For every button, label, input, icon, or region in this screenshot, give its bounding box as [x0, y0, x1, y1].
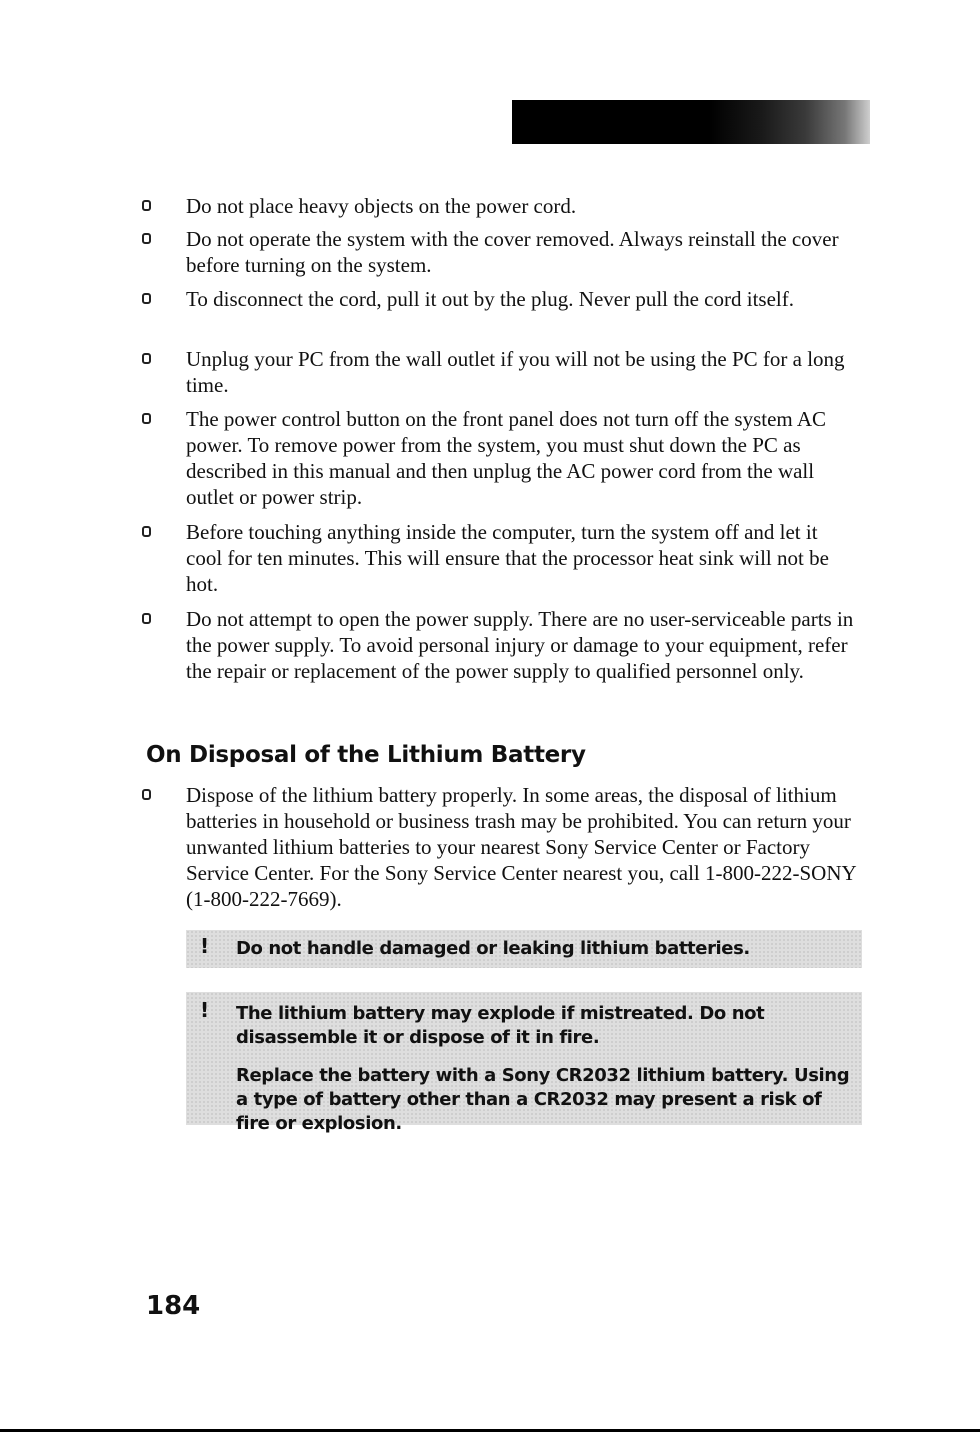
list-item: [186, 519, 856, 597]
warning-text: The lithium battery may explode if mistreated. Do not disassemble it or dispose of it in fire.: [236, 1003, 765, 1048]
list-item-text: Before touching anything inside the computer, turn the system off and let it cool for ten minutes. This will ensure that the processor heat sink will not be hot.: [186, 520, 829, 596]
warning-text: Do not handle damaged or leaking lithium batteries.: [236, 938, 750, 959]
checkbox-bullet-icon: [142, 613, 151, 624]
warning-box-battery-explosion: [186, 992, 862, 1134]
list-item-text: Do not place heavy objects on the power cord.: [186, 194, 577, 218]
page-number: 184: [146, 1291, 201, 1321]
list-item-text: Dispose of the lithium battery properly. In some areas, the disposal of lithium batteries in household or business trash may be prohibited. You can return your unwanted lithium batteries to your nearest Sony Service Center or Factory Service Center. For the Sony Service Center nearest you, call 1-800-222-SONY (1-800-222-7669).: [186, 783, 856, 911]
checkbox-bullet-icon: [142, 200, 151, 211]
warning-box-damaged-batteries: [186, 930, 862, 968]
checkbox-bullet-icon: [142, 526, 151, 537]
list-item: [186, 286, 856, 312]
list-item-text: Unplug your PC from the wall outlet if you will not be using the PC for a long time.: [186, 347, 845, 397]
section-heading: On Disposal of the Lithium Battery: [146, 742, 586, 768]
header-tab-bar: [512, 100, 870, 144]
list-item-text: Do not operate the system with the cover removed. Always reinstall the cover before turning on the system.: [186, 227, 839, 277]
warning-text: Replace the battery with a Sony CR2032 lithium battery. Using a type of battery other than a CR2032 may present a risk of fire or explosion.: [236, 1065, 850, 1134]
warning-exclamation-icon: !: [200, 998, 209, 1022]
list-item: [186, 226, 856, 278]
warning-exclamation-icon: !: [200, 934, 209, 958]
list-item: [186, 346, 856, 398]
checkbox-bullet-icon: [142, 413, 151, 424]
list-item: [186, 406, 856, 510]
list-item-text: To disconnect the cord, pull it out by the plug. Never pull the cord itself.: [186, 287, 794, 311]
list-item-text: The power control button on the front panel does not turn off the system AC power. To remove power from the system, you must shut down the PC as described in this manual and then unplug the AC power cord from the wall outlet or power strip.: [186, 407, 826, 509]
checkbox-bullet-icon: [142, 293, 151, 304]
list-item-text: Do not attempt to open the power supply. There are no user-serviceable parts in the power supply. To avoid personal injury or damage to your equipment, refer the repair or replacement of the power supply to qualified personnel only.: [186, 607, 854, 683]
checkbox-bullet-icon: [142, 789, 151, 800]
list-item: [186, 606, 856, 684]
checkbox-bullet-icon: [142, 233, 151, 244]
list-item: [186, 193, 856, 219]
checkbox-bullet-icon: [142, 353, 151, 364]
disposal-list-item: [186, 782, 856, 912]
